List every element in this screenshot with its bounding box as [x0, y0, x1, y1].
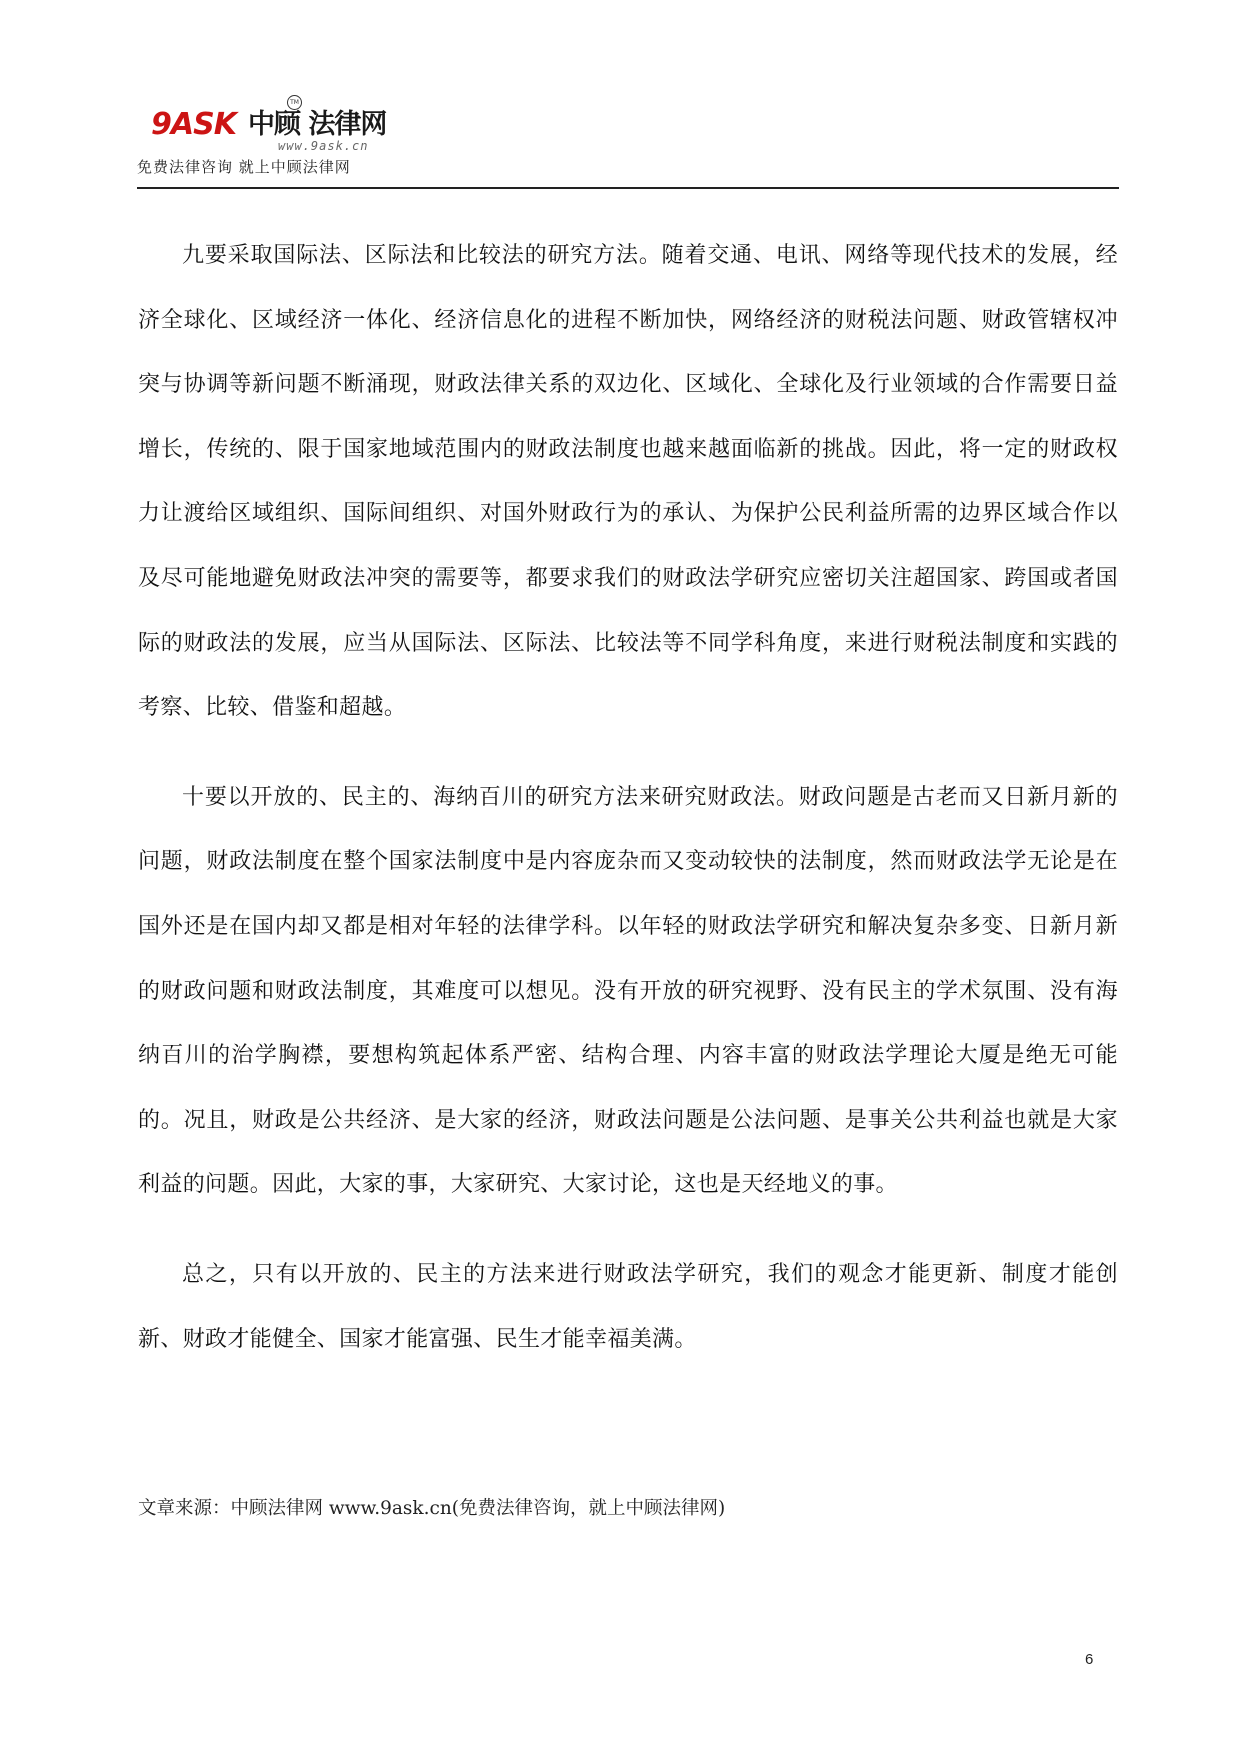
paragraph: 九要采取国际法、区际法和比较法的研究方法。随着交通、电讯、网络等现代技术的发展，经济全球化、区域经济一体化、经济信息化的进程不断加快，网络经济的财税法问题、财政管辖权冲突与协调等新问题不断涌现，财政法律关系的双边化、区域化、全球化及行业领域的合作需要日益增长，传统的、限于国家地域范围内的财政法制度也越来越面临新的挑战。因此，将一定的财政权力让渡给区域组织、国际间组织、对国外财政行为的承认、为保护公民利益所需的边界区域合作以及尽可能地避免财政法冲突的需要等，都要求我们的财政法学研究应密切关注超国家、跨国或者国际的财政法的发展，应当从国际法、区际法、比较法等不同学科角度，来进行财税法制度和实践的考察、比较、借鉴和超越。 — [138, 243, 1118, 721]
page-header — [137, 92, 1119, 188]
document-body — [138, 224, 1118, 1372]
article-source: 文章来源：中顾法律网 www.9ask.cn(免费法律咨询，就上中顾法律网) — [138, 1498, 726, 1519]
header-divider — [137, 187, 1119, 189]
logo-slogan: 免费法律咨询 就上中顾法律网 — [137, 158, 351, 176]
logo-url: www.9ask.cn — [278, 139, 369, 153]
paragraph: 十要以开放的、民主的、海纳百川的研究方法来研究财政法。财政问题是古老而又日新月新的问题，财政法制度在整个国家法制度中是内容庞杂而又变动较快的法制度，然而财政法学无论是在国外还是在国内却又都是相对年轻的法律学科。以年轻的财政法学研究和解决复杂多变、日新月新的财政问题和财政法制度，其难度可以想见。没有开放的研究视野、没有民主的学术氛围、没有海纳百川的治学胸襟，要想构筑起体系严密、结构合理、内容丰富的财政法学理论大厦是绝无可能的。况且，财政是公共经济、是大家的经济，财政法问题是公法问题、是事关公共利益也就是大家利益的问题。因此，大家的事，大家研究、大家讨论，这也是天经地义的事。 — [138, 784, 1118, 1198]
paragraph: 总之，只有以开放的、民主的方法来进行财政法学研究，我们的观念才能更新、制度才能创新、财政才能健全、国家才能富强、民生才能幸福美满。 — [138, 1261, 1118, 1352]
logo-brand-text: 9ASK — [151, 107, 236, 142]
page-number: 6 — [1085, 1651, 1094, 1668]
trademark-icon: TM — [287, 95, 302, 110]
logo-chinese-name: 中顾 法律网 — [248, 109, 387, 140]
site-logo — [137, 92, 437, 184]
